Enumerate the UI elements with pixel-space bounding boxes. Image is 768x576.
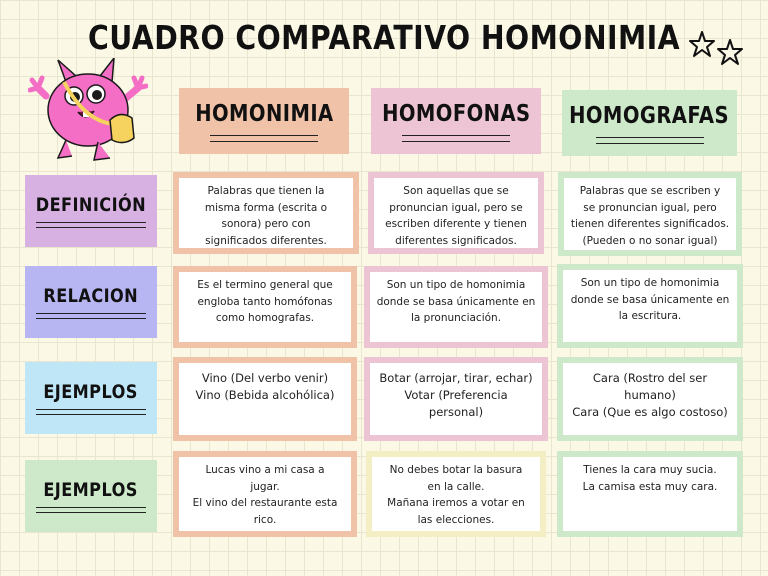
cell-oraciones-homografas [557,451,743,537]
cell-relacion-homonimia [173,266,357,348]
cell-text: Tienes la cara muy sucia. La camisa esta muy cara. [582,464,718,493]
row-label-definicion [25,175,157,247]
cell-text: Es el termino general que engloba tanto homófonas como homografas. [197,279,333,324]
cell-text: Botar (arrojar, tirar, echar) Votar (Preferencia personal) [379,371,533,419]
cell-oraciones-homonimia [173,451,357,537]
header-underline [596,137,704,144]
cell-card [370,363,542,435]
cell-ejemplos-homonimia [173,357,357,441]
cell-text: No debes botar la basura en la calle. Mañana iremos a votar en las elecciones. [387,464,525,526]
header-underline [210,135,318,142]
row-label-text: EJEMPLOS [43,479,139,501]
row-underline [36,507,146,513]
mascot-icon [28,58,148,168]
column-header-homofonas [371,88,541,154]
cell-text: Palabras que se escriben y se pronuncian igual, pero tienen diferentes significados. (Pueden o no sonar igual) [570,185,730,247]
row-underline [36,222,146,228]
cell-text: Son un tipo de homonimia donde se basa únicamente en la escritura. [570,277,730,322]
row-label-text: DEFINICIÓN [35,194,147,216]
cell-card [563,457,737,531]
cell-definicion-homonimia [173,172,359,254]
cell-card [564,178,736,250]
row-underline [36,313,146,319]
column-header-homonimia [179,88,349,154]
cell-definicion-homografas [558,172,742,256]
cell-card [374,178,538,248]
cell-relacion-homografas [557,264,743,348]
cell-card [370,272,542,342]
page-title: CUADRO COMPARATIVO HOMONIMIA [87,18,681,57]
cell-text: Vino (Del verbo venir) Vino (Bebida alcohólica) [195,371,335,402]
cell-text: Palabras que tienen la misma forma (escrita o sonora) pero con significados diferentes. [204,185,328,247]
header-underline [402,135,510,142]
row-label-ejemplos-oraciones [25,460,157,532]
row-label-text: RELACION [43,285,139,307]
cell-text: Son un tipo de homonimia donde se basa únicamente en la pronunciación. [376,279,536,324]
cell-text: Cara (Rostro del ser humano) Cara (Que es algo costoso) [572,371,728,419]
row-label-ejemplos [25,362,157,434]
cell-card [563,363,737,435]
column-header-label: HOMOFONAS [381,100,531,127]
cell-definicion-homofonas [368,172,544,254]
cell-oraciones-homofonas [366,451,546,537]
cell-ejemplos-homografas [557,357,743,441]
cell-relacion-homofonas [364,266,548,348]
row-label-text: EJEMPLOS [43,381,139,403]
column-header-label: HOMONIMIA [194,100,334,127]
cell-card [179,178,353,248]
cell-card [179,272,351,342]
column-header-homografas [562,90,737,156]
cell-card [563,270,737,342]
cell-card [179,457,351,531]
column-header-label: HOMOGRAFAS [569,102,730,129]
cell-ejemplos-homofonas [364,357,548,441]
row-label-relacion [25,266,157,338]
row-underline [36,409,146,415]
cell-text: Lucas vino a mi casa a jugar. El vino del restaurante esta rico. [192,464,338,526]
cell-card [372,457,540,531]
cell-card [179,363,351,435]
cell-text: Son aquellas que se pronuncian igual, pero se escriben diferente y tienen diferentes significados. [385,185,527,247]
stars-icon [688,28,748,68]
